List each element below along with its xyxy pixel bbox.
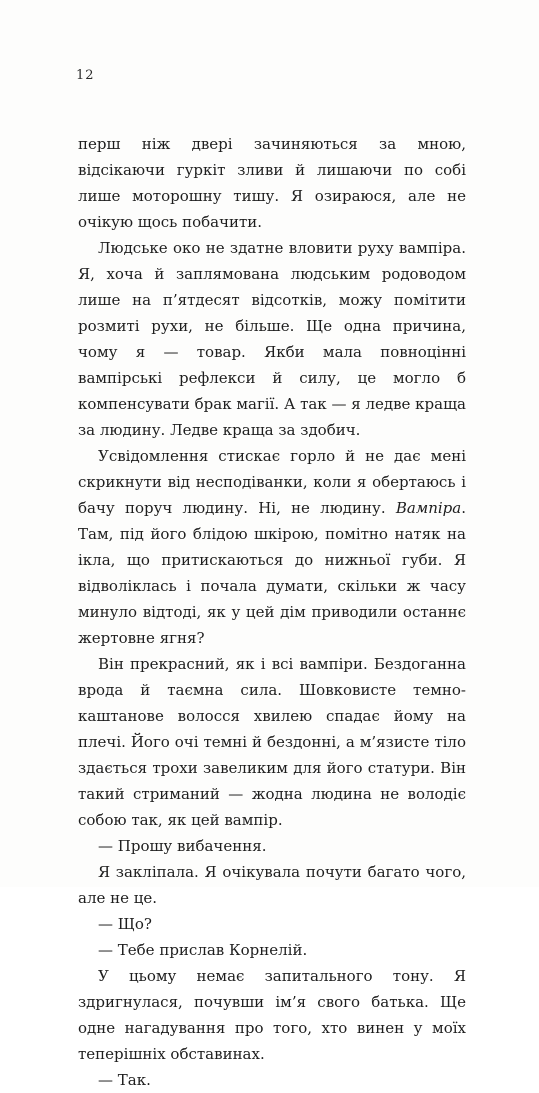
paragraph-3-italic: Вампіра — [395, 499, 462, 517]
paragraph-6: У цьому немає запитального тону. Я здригнулася, почувши ім’я свого батька. Ще одне нагадування про того, хто винен у моїх теперішніх обставинах. — [78, 967, 466, 1063]
dialogue-line-3: — Тебе прислав Корнелій. — [98, 941, 308, 959]
dialogue-line-2: — Що? — [98, 915, 152, 933]
page-number: 12 — [76, 68, 95, 83]
paragraph-3-after: . Там, під його блідою шкірою, помітно натяк на ікла, що притискаються до нижньої губи. Я відволіклась і почала думати, скільки ж часу минуло відтоді, як у цей дім приводили останнє жертовне ягня? — [78, 499, 466, 647]
body-text — [78, 131, 466, 1093]
paragraph-2: Людське око не здатне вловити руху вампіра. Я, хоча й заплямована людським родоводом лише на п’ятдесят відсотків, можу помітити розмиті рухи, не більше. Ще одна причина, чому я — товар. Якби мала повноцінні вампірські рефлекси й силу, це могло б компенсувати брак магії. А так — я ледве краща за людину. Ледве краща за здобич. — [78, 239, 466, 439]
dialogue-line-4: — Так. — [98, 1071, 151, 1089]
dialogue-line-1: — Прошу вибачення. — [98, 837, 267, 855]
paragraph-3 — [78, 443, 466, 651]
paragraph-1: перш ніж двері зачиняються за мною, відсікаючи гуркіт зливи й лишаючи по собі лише моторошну тишу. Я озираюся, але не очікую щось побачити. — [78, 135, 466, 231]
paragraph-4: Він прекрасний, як і всі вампіри. Бездоганна врода й таємна сила. Шовковисте темно-каштанове волосся хвилею спадає йому на плечі. Його очі темні й бездонні, а м’язисте тіло здається трохи завеликим для його статури. Він такий стриманий — жодна людина не володіє собою так, як цей вампір. — [78, 655, 466, 829]
paragraph-5: Я закліпала. Я очікувала почути багато чого, але не це. — [78, 863, 466, 907]
paragraph-3-before: Усвідомлення стискає горло й не дає мені скрикнути від несподіванки, коли я обертаюсь і бачу поруч людину. Ні, не людину. — [78, 447, 466, 517]
